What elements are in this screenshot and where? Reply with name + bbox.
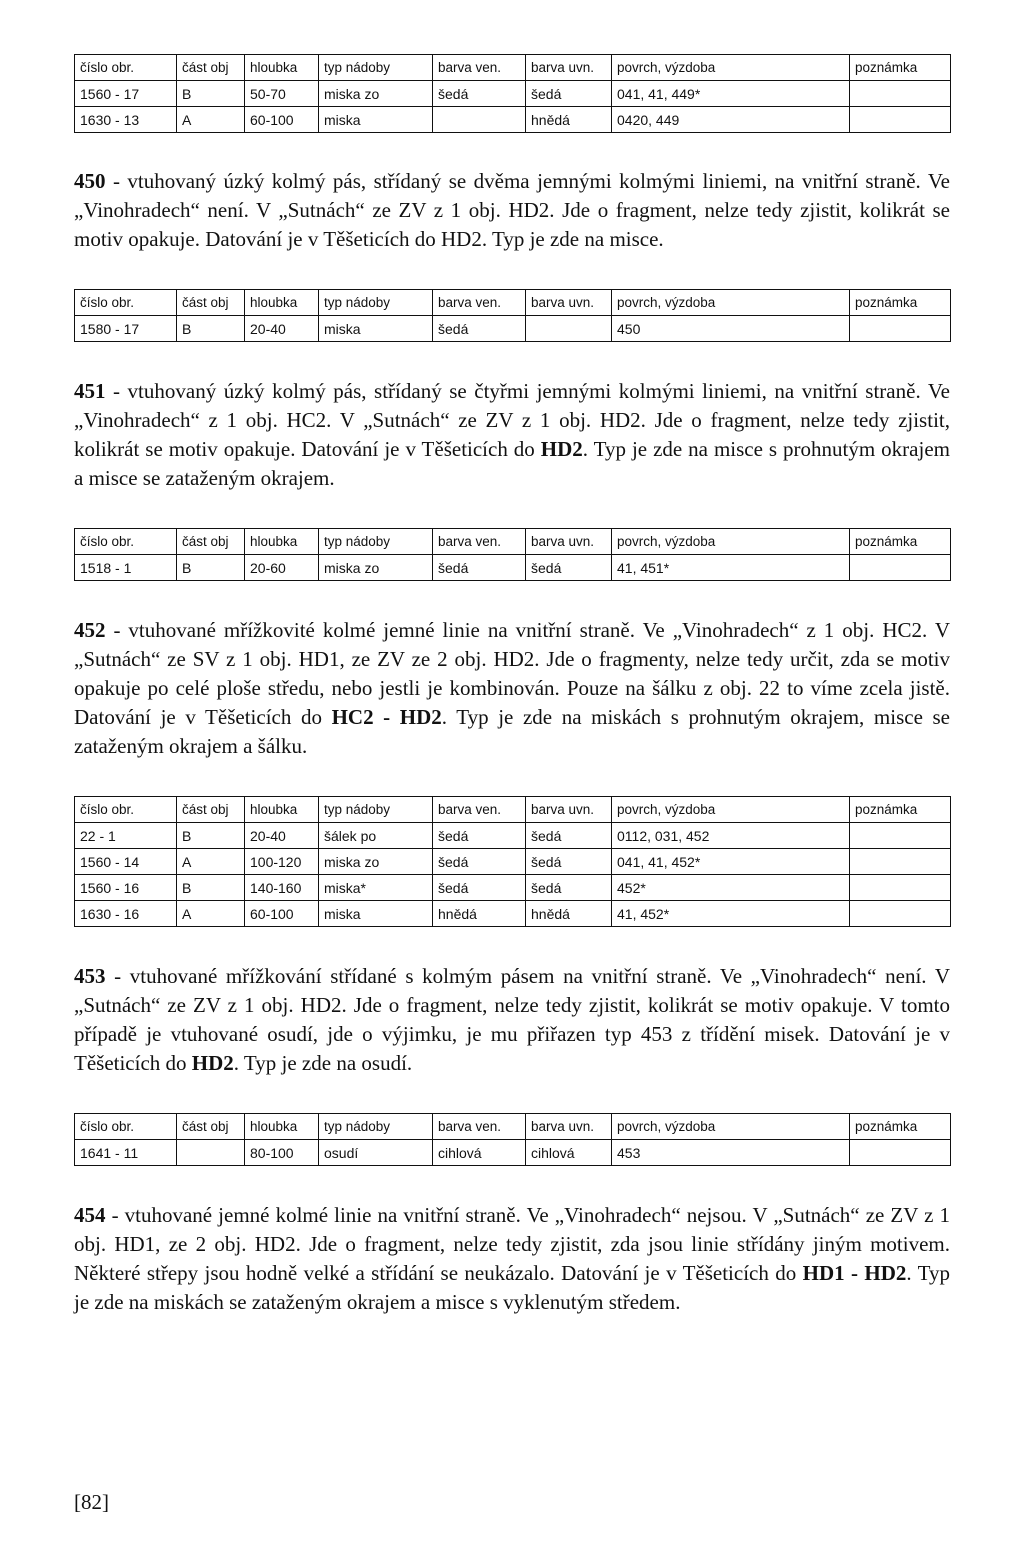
paragraph-text: . Typ je zde na misce s prohnutým okrajem a misce se zataženým okrajem. bbox=[74, 437, 950, 490]
paragraph-text: - vtuhovaný úzký kolmý pás, střídaný se dvěma jemnými kolmými liniemi, na vnitřní straně. Ve „Vinohradech“ není. V „Sutnách“ ze ZV z 1 obj. HD2. Jde o fragment, nelze tedy zjistit, kolikrát se motiv opakuje. Datování je v Těšeticích do HD2. Typ je zde na misce. bbox=[74, 169, 950, 251]
table-cell: miska zo bbox=[319, 849, 433, 875]
table-cell: 41, 451* bbox=[612, 555, 850, 581]
table-cell: šedá bbox=[433, 555, 526, 581]
table-cell: cihlová bbox=[433, 1140, 526, 1166]
table-cell: B bbox=[177, 555, 245, 581]
table-cell: B bbox=[177, 316, 245, 342]
table-cell: 1641 - 11 bbox=[75, 1140, 177, 1166]
table-cell: cihlová bbox=[526, 1140, 612, 1166]
table-cell: miska bbox=[319, 316, 433, 342]
table-row bbox=[75, 823, 951, 849]
column-header: číslo obr. bbox=[75, 1114, 177, 1140]
column-header: hloubka bbox=[245, 290, 319, 316]
table-row bbox=[75, 555, 951, 581]
table-row bbox=[75, 901, 951, 927]
table-cell: 1580 - 17 bbox=[75, 316, 177, 342]
table-row bbox=[75, 1140, 951, 1166]
table-cell: 0420, 449 bbox=[612, 107, 850, 133]
paragraph-text: - vtuhované mřížkování střídané s kolmým pásem na vnitřní straně. Ve „Vinohradech“ není. V „Sutnách“ ze ZV z 1 obj. HD2. Jde o fragment, nelze tedy zjistit, kolikrát se motiv opakuje. V tomto případě je vtuhované osudí, jde o výjimku, je mu přiřazen typ 453 z třídění misek. Datování je v Těšeticích do bbox=[74, 964, 950, 1075]
column-header: barva uvn. bbox=[526, 529, 612, 555]
column-header: číslo obr. bbox=[75, 529, 177, 555]
table-cell: šedá bbox=[526, 555, 612, 581]
entry-number: 450 bbox=[74, 169, 106, 193]
column-header: poznámka bbox=[850, 1114, 951, 1140]
dating-bold: HC2 - HD2 bbox=[331, 705, 442, 729]
column-header: barva uvn. bbox=[526, 290, 612, 316]
table-header-row bbox=[75, 290, 951, 316]
table-cell: A bbox=[177, 107, 245, 133]
table-cell: A bbox=[177, 849, 245, 875]
page-number: [82] bbox=[74, 1490, 109, 1514]
table-cell: 50-70 bbox=[245, 81, 319, 107]
table-cell: šedá bbox=[433, 316, 526, 342]
column-header: povrch, výzdoba bbox=[612, 55, 850, 81]
column-header: číslo obr. bbox=[75, 290, 177, 316]
column-header: barva uvn. bbox=[526, 797, 612, 823]
dating-bold: HD2 bbox=[191, 1051, 234, 1075]
table-cell: A bbox=[177, 901, 245, 927]
column-header: barva ven. bbox=[433, 290, 526, 316]
column-header: hloubka bbox=[245, 1114, 319, 1140]
paragraph-text: - vtuhovaný úzký kolmý pás, střídaný se čtyřmi jemnými kolmými liniemi, na vnitřní straně. Ve „Vinohradech“ z 1 obj. HC2. V „Sutnách“ ze ZV z 1 obj. HD2. Jde o fragment, nelze tedy zjistit, kolikrát se motiv opakuje. Datování je v Těšeticích do bbox=[74, 379, 950, 461]
table-cell: šedá bbox=[526, 849, 612, 875]
paragraph-text: . Typ je zde na miskách s prohnutým okrajem, misce se zataženým okrajem a šálku. bbox=[74, 705, 950, 758]
column-header: barva uvn. bbox=[526, 1114, 612, 1140]
table-cell: šedá bbox=[433, 81, 526, 107]
entry-number: 454 bbox=[74, 1203, 106, 1227]
table-cell: 80-100 bbox=[245, 1140, 319, 1166]
table-cell: 041, 41, 452* bbox=[612, 849, 850, 875]
column-header: typ nádoby bbox=[319, 55, 433, 81]
table-cell bbox=[850, 875, 951, 901]
table-cell bbox=[526, 316, 612, 342]
column-header: typ nádoby bbox=[319, 529, 433, 555]
paragraph-text: - vtuhované jemné kolmé linie na vnitřní straně. Ve „Vinohradech“ nejsou. V „Sutnách“ ze ZV z 1 obj. HD1, ze 2 obj. HD2. Jde o fragment, nelze tedy zjistit, zda jsou linie střídány jiným motivem. Některé střepy jsou hodně velké a střídání se neukázalo. Datování je v Těšeticích do bbox=[74, 1203, 950, 1285]
table-cell: 60-100 bbox=[245, 107, 319, 133]
table-cell: 60-100 bbox=[245, 901, 319, 927]
column-header: barva ven. bbox=[433, 1114, 526, 1140]
table-cell: 452* bbox=[612, 875, 850, 901]
table-header-row bbox=[75, 55, 951, 81]
column-header: barva ven. bbox=[433, 529, 526, 555]
dating-bold: HD2 bbox=[540, 437, 583, 461]
table-cell bbox=[850, 81, 951, 107]
table-450 bbox=[74, 289, 951, 342]
table-453 bbox=[74, 1113, 951, 1166]
table-cell: B bbox=[177, 823, 245, 849]
column-header: část obj bbox=[177, 797, 245, 823]
table-cell: šedá bbox=[433, 823, 526, 849]
table-cell: 20-40 bbox=[245, 823, 319, 849]
table-cell: 41, 452* bbox=[612, 901, 850, 927]
table-cell: šedá bbox=[526, 875, 612, 901]
table-cell: 0112, 031, 452 bbox=[612, 823, 850, 849]
table-cell: miska* bbox=[319, 875, 433, 901]
table-cell bbox=[850, 316, 951, 342]
table-cell bbox=[850, 823, 951, 849]
column-header: hloubka bbox=[245, 529, 319, 555]
paragraph-text: . Typ je zde na osudí. bbox=[233, 1051, 413, 1075]
table-row bbox=[75, 107, 951, 133]
table-header-row bbox=[75, 529, 951, 555]
table-cell: šedá bbox=[526, 81, 612, 107]
column-header: část obj bbox=[177, 1114, 245, 1140]
table-cell: 453 bbox=[612, 1140, 850, 1166]
table-cell bbox=[850, 901, 951, 927]
paragraph-451 bbox=[74, 377, 950, 493]
table-cell: B bbox=[177, 81, 245, 107]
table-cell: miska zo bbox=[319, 555, 433, 581]
table-cell: 20-60 bbox=[245, 555, 319, 581]
table-header-row bbox=[75, 797, 951, 823]
table-cell bbox=[850, 555, 951, 581]
table-cell: šedá bbox=[433, 875, 526, 901]
table-cell: 22 - 1 bbox=[75, 823, 177, 849]
table-cell: 1630 - 13 bbox=[75, 107, 177, 133]
paragraph-452 bbox=[74, 616, 950, 761]
paragraph-454 bbox=[74, 1201, 950, 1317]
table-452 bbox=[74, 796, 951, 927]
column-header: část obj bbox=[177, 529, 245, 555]
table-cell: 1560 - 16 bbox=[75, 875, 177, 901]
column-header: poznámka bbox=[850, 290, 951, 316]
table-cell: 1560 - 14 bbox=[75, 849, 177, 875]
column-header: poznámka bbox=[850, 55, 951, 81]
table-cell: 1518 - 1 bbox=[75, 555, 177, 581]
table-row bbox=[75, 81, 951, 107]
table-cell: miska bbox=[319, 901, 433, 927]
table-cell: šálek po bbox=[319, 823, 433, 849]
table-cell bbox=[177, 1140, 245, 1166]
table-cell: 041, 41, 449* bbox=[612, 81, 850, 107]
column-header: povrch, výzdoba bbox=[612, 290, 850, 316]
column-header: hloubka bbox=[245, 797, 319, 823]
table-cell: 140-160 bbox=[245, 875, 319, 901]
paragraph-450 bbox=[74, 167, 950, 254]
table-cell bbox=[433, 107, 526, 133]
table-cell: 20-40 bbox=[245, 316, 319, 342]
column-header: povrch, výzdoba bbox=[612, 797, 850, 823]
table-cell: osudí bbox=[319, 1140, 433, 1166]
table-451 bbox=[74, 528, 951, 581]
table-cell: šedá bbox=[433, 849, 526, 875]
table-cell: 450 bbox=[612, 316, 850, 342]
document-page bbox=[74, 54, 950, 1317]
table-cell bbox=[850, 107, 951, 133]
column-header: typ nádoby bbox=[319, 1114, 433, 1140]
table-row bbox=[75, 875, 951, 901]
column-header: část obj bbox=[177, 290, 245, 316]
table-cell: hnědá bbox=[433, 901, 526, 927]
paragraph-453 bbox=[74, 962, 950, 1078]
column-header: poznámka bbox=[850, 797, 951, 823]
table-cell: hnědá bbox=[526, 901, 612, 927]
column-header: číslo obr. bbox=[75, 797, 177, 823]
column-header: hloubka bbox=[245, 55, 319, 81]
column-header: typ nádoby bbox=[319, 290, 433, 316]
table-row bbox=[75, 316, 951, 342]
table-cell: B bbox=[177, 875, 245, 901]
table-cell: šedá bbox=[526, 823, 612, 849]
table-cell bbox=[850, 1140, 951, 1166]
dating-bold: HD1 - HD2 bbox=[802, 1261, 907, 1285]
table-header-row bbox=[75, 1114, 951, 1140]
column-header: barva uvn. bbox=[526, 55, 612, 81]
entry-number: 453 bbox=[74, 964, 106, 988]
table-cell: miska zo bbox=[319, 81, 433, 107]
column-header: barva ven. bbox=[433, 55, 526, 81]
entry-number: 451 bbox=[74, 379, 106, 403]
table-cell: 1560 - 17 bbox=[75, 81, 177, 107]
column-header: barva ven. bbox=[433, 797, 526, 823]
column-header: číslo obr. bbox=[75, 55, 177, 81]
table-cell: 100-120 bbox=[245, 849, 319, 875]
table-cell: miska bbox=[319, 107, 433, 133]
table-row bbox=[75, 849, 951, 875]
column-header: část obj bbox=[177, 55, 245, 81]
table-cell bbox=[850, 849, 951, 875]
table-cell: hnědá bbox=[526, 107, 612, 133]
entry-number: 452 bbox=[74, 618, 106, 642]
column-header: povrch, výzdoba bbox=[612, 1114, 850, 1140]
column-header: typ nádoby bbox=[319, 797, 433, 823]
paragraph-text: . Typ je zde na miskách se zataženým okrajem a misce s vyklenutým středem. bbox=[74, 1261, 951, 1314]
column-header: poznámka bbox=[850, 529, 951, 555]
column-header: povrch, výzdoba bbox=[612, 529, 850, 555]
table-449 bbox=[74, 54, 951, 133]
paragraph-text: - vtuhované mřížkovité kolmé jemné linie na vnitřní straně. Ve „Vinohradech“ z 1 obj. HC2. V „Sutnách“ ze SV z 1 obj. HD1, ze ZV ze 2 obj. HD2. Jde o fragmenty, nelze tedy určit, zda se motiv opakuje po celé ploše středu, nebo jestli je kombinován. Pouze na šálku z obj. 22 to víme zcela jistě. Datování je v Těšeticích do bbox=[74, 618, 950, 729]
table-cell: 1630 - 16 bbox=[75, 901, 177, 927]
